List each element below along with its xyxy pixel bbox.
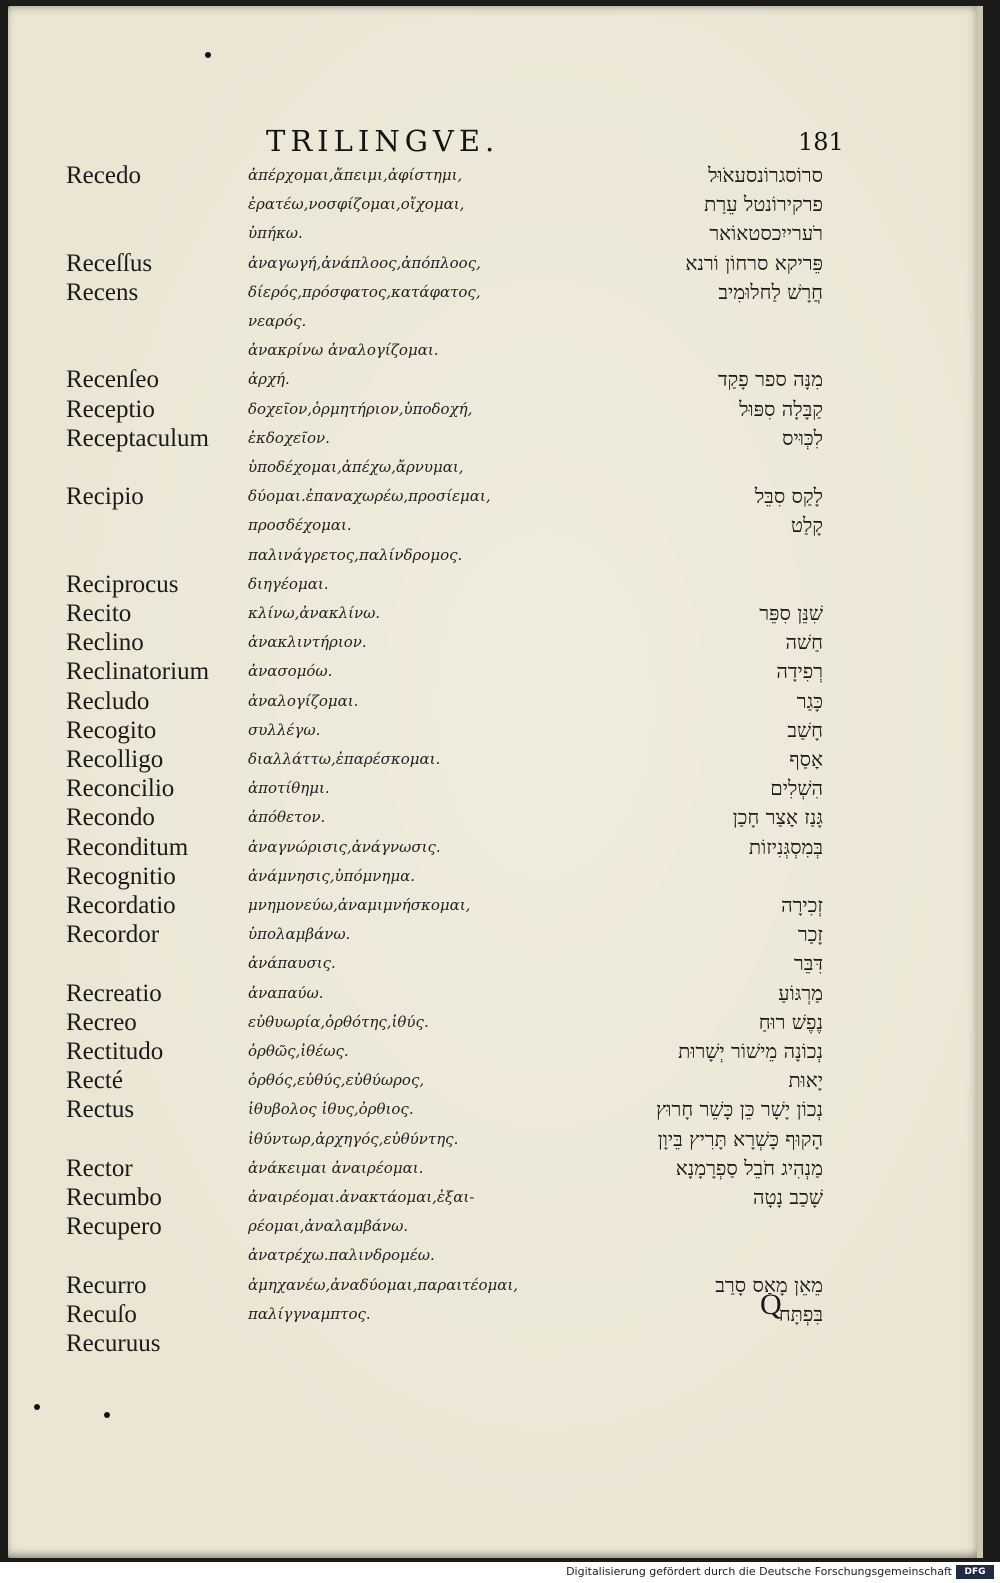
entry-row xyxy=(8,629,983,659)
hebrew-term: מֵאֵן מָאַס סָרַב xyxy=(715,1272,823,1297)
latin-term: Recolligo xyxy=(66,746,164,773)
ink-speck xyxy=(205,52,211,58)
entry-row xyxy=(8,1213,983,1243)
latin-term: Recreo xyxy=(66,1008,137,1036)
greek-term: διαλλάττω,ἐπαρέσκομαι. xyxy=(248,750,441,768)
entry-row xyxy=(8,191,983,221)
entry-row xyxy=(8,717,983,747)
greek-term: ἀνακρίνω ἀναλογίζομαι. xyxy=(248,341,439,360)
greek-term: ὑποδέχομαι,ἀπέχω,ἄρνυμαι, xyxy=(248,458,464,476)
hebrew-term: רֹערייִכסטאוֹאר xyxy=(709,221,823,246)
greek-term: ἀναπαύω. xyxy=(248,983,324,1002)
ink-speck xyxy=(34,1404,40,1410)
latin-term: Recté xyxy=(66,1067,123,1095)
latin-term: Recupero xyxy=(66,1213,162,1241)
latin-term: Recludo xyxy=(66,687,150,715)
entry-row xyxy=(8,366,983,396)
greek-term: μνημονεύω,ἀναμιμνήσκομαι, xyxy=(248,896,471,914)
latin-term: Recogito xyxy=(66,716,157,744)
hebrew-term: מִנָּה ספר פָקַד xyxy=(717,367,823,392)
hebrew-term: מַרְגּוֹעַ xyxy=(778,980,823,1005)
greek-term: δίερός,πρόσφατος,κατάφατος, xyxy=(248,282,481,301)
entry-row xyxy=(8,804,983,834)
entry-row xyxy=(8,600,983,630)
hebrew-term: יָאוּת xyxy=(788,1068,823,1093)
hebrew-term: לָקַס סִבֵּל xyxy=(754,484,823,509)
hebrew-term: זְכִירָה xyxy=(781,893,823,917)
greek-term: ὀρθῶς,ἰθέως. xyxy=(248,1042,349,1060)
entry-row xyxy=(8,1184,983,1214)
entry-row xyxy=(8,892,983,922)
latin-term: Receſſus xyxy=(66,249,153,277)
entry-row xyxy=(8,980,983,1010)
greek-term: ἀπέρχομαι,ἄπειμι,ἀφίστημι, xyxy=(248,166,463,184)
ink-speck xyxy=(104,1412,110,1418)
entry-row xyxy=(8,950,983,980)
greek-term: ἀνατρέχω.παλινδρομέω. xyxy=(248,1246,435,1265)
hebrew-term: שָׁכַב נָטָה xyxy=(752,1185,823,1209)
latin-term: Reclino xyxy=(66,629,144,657)
latin-term: Recuſo xyxy=(66,1300,137,1328)
greek-term: συλλέγω. xyxy=(248,720,321,739)
entry-row xyxy=(8,1067,983,1097)
latin-term: Recordatio xyxy=(66,892,176,919)
hebrew-term: פרקירוֹנטל עֵרַת xyxy=(704,192,823,217)
latin-term: Rector xyxy=(66,1154,133,1182)
entry-row xyxy=(8,1096,983,1126)
hebrew-term: פֵּריקא סרחוֹן וֹרנא xyxy=(685,250,823,275)
greek-term: ἀπόθετον. xyxy=(248,808,326,827)
greek-term: ἀναγωγή,ἀνάπλοος,ἀπόπλοος, xyxy=(248,253,481,272)
greek-term: ἀναιρέομαι.ἀνακτάομαι,ἐξαι- xyxy=(248,1188,475,1206)
greek-term: ἀνάμνησις,ὑπόμνημα. xyxy=(248,866,416,885)
greek-term: ἀνασομόω. xyxy=(248,662,333,681)
latin-term: Recumbo xyxy=(66,1184,162,1211)
catchword: Q xyxy=(760,1288,782,1321)
entry-row xyxy=(8,658,983,688)
entry-row xyxy=(8,308,983,338)
hebrew-term: כָּגַר xyxy=(796,688,823,713)
greek-term: παλίγγναμπτος. xyxy=(248,1304,371,1323)
footer-bar xyxy=(0,1562,1000,1583)
entry-row xyxy=(8,746,983,776)
entry-row xyxy=(8,220,983,250)
dfg-logo: DFG xyxy=(956,1565,994,1579)
hebrew-term: גָּנַז אָצַר חָכַן xyxy=(732,805,823,830)
entry-row xyxy=(8,250,983,280)
latin-term: Reclinatorium xyxy=(66,658,210,686)
entry-row xyxy=(8,1009,983,1039)
latin-term: Recito xyxy=(66,600,132,627)
latin-term: Reciprocus xyxy=(66,570,179,598)
entry-row xyxy=(8,1242,983,1272)
greek-term: δύομαι.ἐπαναχωρέω,προσίεμαι, xyxy=(248,487,491,506)
hebrew-term: בִּפְתָּח xyxy=(778,1301,823,1326)
latin-term: Rectitudo xyxy=(66,1038,164,1065)
entry-row xyxy=(8,396,983,426)
book-page xyxy=(8,6,983,1558)
greek-term: ἐρατέω,νοσφίζομαι,οἴχομαι, xyxy=(248,195,465,214)
running-header: TRILINGVE. xyxy=(266,124,500,158)
latin-term: Recondo xyxy=(66,804,155,832)
hebrew-term: רְפִידָה xyxy=(776,659,823,684)
greek-term: ὑπολαμβάνω. xyxy=(248,925,351,944)
entry-row xyxy=(8,425,983,455)
hebrew-term: זָכַר xyxy=(797,922,823,947)
hebrew-term: חָשַׁב xyxy=(787,717,823,742)
entry-row xyxy=(8,863,983,893)
entry-row xyxy=(8,1330,983,1360)
latin-term: Recens xyxy=(66,278,139,306)
latin-term: Recurro xyxy=(66,1271,147,1299)
latin-term: Recordor xyxy=(66,921,160,949)
entry-row xyxy=(8,1126,983,1156)
hebrew-term: נְכוֹנָה מֵישׁוֹר יְשָׁרוּת xyxy=(678,1039,823,1063)
entry-row xyxy=(8,337,983,367)
greek-term: ἀνάκειμαι ἀναιρέομαι. xyxy=(248,1158,424,1177)
greek-term: ἀναλογίζομαι. xyxy=(248,691,359,710)
greek-term: ἀνακλιντήριον. xyxy=(248,633,367,652)
greek-term: παλινάγρετος,παλίνδρομος. xyxy=(248,545,463,564)
entry-row xyxy=(8,162,983,192)
entry-row xyxy=(8,1272,983,1302)
hebrew-term: שִׁנֵּן סִפֵּר xyxy=(759,601,823,625)
hebrew-term: חֲרָשׁ לַחלוּמִיב xyxy=(718,279,823,304)
latin-term: Rectus xyxy=(66,1096,135,1124)
hebrew-term: סרוֹסגרוֹנסעאֹוּל xyxy=(708,163,823,187)
hebrew-term: נְכוֹן יָשָׁר כֵּן כָּשֵׁר חָרוּץ xyxy=(656,1097,823,1122)
latin-term: Recognitio xyxy=(66,862,176,890)
entry-row xyxy=(8,1038,983,1068)
hebrew-term: לִכְּוּיס xyxy=(782,425,823,450)
latin-term: Recedo xyxy=(66,162,141,189)
greek-term: διηγέομαι. xyxy=(248,574,329,593)
hebrew-term: בְּמִסְגְּנִיזוֹת xyxy=(748,834,823,859)
hebrew-term: חַשׁה xyxy=(785,630,823,655)
entry-row xyxy=(8,571,983,601)
greek-term: ὑπήκω. xyxy=(248,224,303,243)
latin-term: Reconcilio xyxy=(66,775,175,803)
greek-term: ὀρθός,εὐθύς,εὐθύωρος, xyxy=(248,1071,425,1090)
entry-row xyxy=(8,454,983,484)
greek-term: ρέομαι,ἀναλαμβάνω. xyxy=(248,1217,409,1236)
greek-term: ἰθυβολος ἰθυς,ὀρθιος. xyxy=(248,1100,414,1119)
latin-term: Recipio xyxy=(66,483,144,511)
latin-term: Recenſeo xyxy=(66,366,160,394)
hebrew-term: הָקוּף כָּשְׁרָא תָּרִיץ בֵּיוָן xyxy=(657,1126,823,1151)
greek-term: ἐκδοχεῖον. xyxy=(248,428,330,447)
entry-row xyxy=(8,542,983,572)
entry-row xyxy=(8,483,983,513)
greek-term: δοχεῖον,ὁρμητήριον,ὑποδοχή, xyxy=(248,399,473,418)
hebrew-term: קָלַט xyxy=(790,513,823,538)
hebrew-term: קַבָּלָה סִפּוּל xyxy=(739,396,823,421)
greek-term: ἀποτίθημι. xyxy=(248,779,330,798)
hebrew-term: אָסַף xyxy=(789,747,823,771)
hebrew-term: דִּבֵּר xyxy=(793,951,823,976)
latin-term: Receptaculum xyxy=(66,424,209,452)
hebrew-term: מַנְהִיג חֹבֵל סַפְרָמָנָא xyxy=(675,1155,823,1180)
entry-row xyxy=(8,1301,983,1331)
greek-term: ἰθύντωρ,ἀρχηγός,εὐθύντης. xyxy=(248,1129,459,1148)
entry-row xyxy=(8,279,983,309)
entry-row xyxy=(8,512,983,542)
latin-term: Receptio xyxy=(66,395,155,423)
greek-term: ἀμηχανέω,ἀναδύομαι,παραιτέομαι, xyxy=(248,1275,519,1294)
entry-row xyxy=(8,775,983,805)
greek-term: προσδέχομαι. xyxy=(248,516,352,535)
entry-row xyxy=(8,834,983,864)
greek-term: ἀρχή. xyxy=(248,370,290,389)
latin-term: Recuruus xyxy=(66,1330,161,1357)
greek-term: εὐθυωρία,ὀρθότης,ἰθύς. xyxy=(248,1012,429,1031)
greek-term: νεαρός. xyxy=(248,312,307,330)
greek-term: κλίνω,ἀνακλίνω. xyxy=(248,604,381,622)
latin-term: Reconditum xyxy=(66,833,189,861)
entry-row xyxy=(8,1155,983,1185)
greek-term: ἀναγνώρισις,ἀνάγνωσις. xyxy=(248,837,441,856)
hebrew-term: הִשְׁלִים xyxy=(770,776,823,801)
entry-row xyxy=(8,688,983,718)
latin-term: Recreatio xyxy=(66,979,162,1007)
greek-term: ἀνάπαυσις. xyxy=(248,954,336,973)
hebrew-term: נֶפֶשׁ רוּחַ xyxy=(758,1009,823,1034)
entry-row xyxy=(8,921,983,951)
page-number: 181 xyxy=(798,128,844,156)
funding-notice: Digitalisierung gefördert durch die Deutsche Forschungsgemeinschaft xyxy=(566,1565,952,1578)
